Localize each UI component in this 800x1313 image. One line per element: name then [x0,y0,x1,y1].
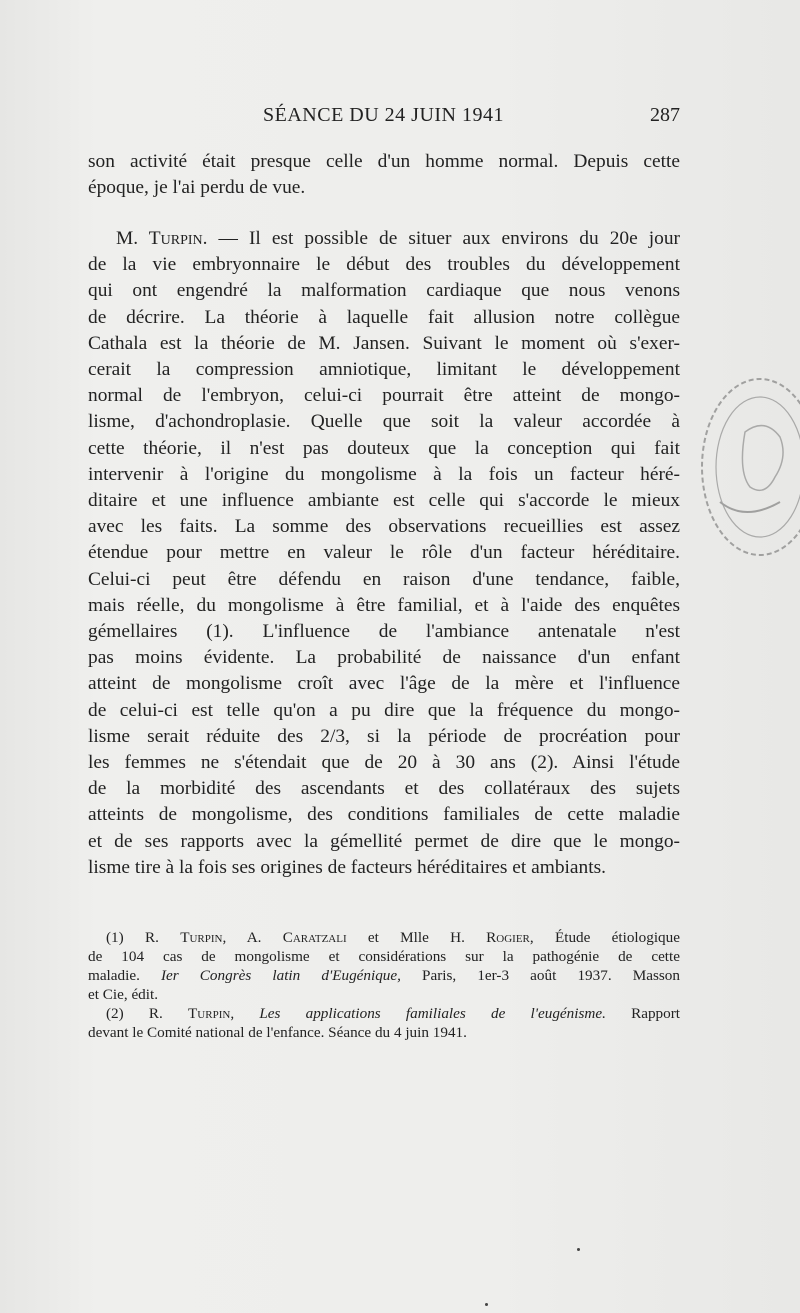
footnote-authors: Turpin, A. Caratzali [180,929,347,946]
text-line: gémellaires (1). L'influence de l'ambiance antenatale n'est [88,621,680,643]
text-line: de la vie embryonnaire le début des troubles du développement [88,254,680,276]
text-line: Cathala est la théorie de M. Jansen. Suivant le moment où s'exer- [88,332,680,354]
text-line: cerait la compression amniotique, limitant le développement [88,359,680,381]
footnote-marker: (2) R. [106,1005,189,1022]
text-line: intervenir à l'origine du mongolisme à la fois un facteur héré- [88,463,680,485]
text-line: époque, je l'ai perdu de vue. [88,177,306,199]
text-line: lisme serait réduite des 2/3, si la période de procréation pour [88,725,680,747]
library-stamp [690,372,800,572]
footnotes [88,928,680,1042]
footnote-text: et Mlle H. [346,929,487,946]
footnote-text: Rapport [605,1005,681,1022]
footnote-1-line: et Cie, édit. [88,986,159,1003]
footnote-text: Étude étiologique [533,929,680,946]
text-line: avec les faits. La somme des observations recueillies est assez [88,516,680,538]
text-line: et de ses rapports avec la gémellité permet de dire que le mongo- [88,830,680,852]
footnote-author: Turpin, [188,1005,235,1022]
footnote-text: maladie. [88,967,161,984]
specks [485,1303,488,1306]
text-line: son activité était presque celle d'un homme normal. Depuis cette [88,151,680,172]
footnote-1-line [88,966,680,985]
text-line: de décrire. La théorie à laquelle fait allusion notre collègue [88,306,680,328]
text-line: Celui-ci peut être défendu en raison d'une tendance, faible, [88,568,680,590]
turpin-paragraph [88,226,680,881]
footnote-author: Rogier, [486,929,534,946]
text-line: étendue pour mettre en valeur le rôle d'un facteur héréditaire. [88,542,680,564]
text-line: normal de l'embryon, celui-ci pourrait être atteint de mongo- [88,385,680,407]
footnote-1-line [88,928,680,947]
text-line-first [88,226,680,252]
footnote-marker: (1) R. [106,929,181,946]
text-line: de celui-ci est telle qu'on a pu dire que la fréquence du mongo- [88,699,680,721]
running-title: SÉANCE DU 24 JUIN 1941 [263,104,504,126]
footnote-italic: Les applications familiales de l'eugénisme. [234,1005,606,1022]
text-line: lisme, d'achondroplasie. Quelle que soit la valeur accordée à [88,411,680,433]
text-line: qui ont engendré la malformation cardiaque que nous venons [88,280,680,302]
text-line: atteints de mongolisme, des conditions familiales de cette maladie [88,804,680,826]
body-lines [88,252,680,881]
text-line: de la morbidité des ascendants et des collatéraux des sujets [88,778,680,800]
text-line: cette théorie, il n'est pas douteux que la conception qui fait [88,437,680,459]
page-number: 287 [650,104,680,126]
footnote-2-line: devant le Comité national de l'enfance. Séance du 4 juin 1941. [88,1024,467,1041]
footnote-2-line [88,1004,680,1023]
footnote-1-line: de 104 cas de mongolisme et considérations sur la pathogénie de cette [88,948,680,965]
first-line-rest: — Il est possible de situer aux environs du 20e jour [207,228,680,249]
speaker-name: M. Turpin. [116,228,208,249]
text-line: lisme tire à la fois ses origines de facteurs héréditaires et ambiants. [88,856,606,878]
intro-paragraph [88,149,680,201]
specks [577,1248,580,1251]
text-line: ditaire et une influence ambiante est celle qui s'accorde le mieux [88,490,680,512]
text-line: atteint de mongolisme croît avec l'âge de la mère et l'influence [88,673,680,695]
text-line: pas moins évidente. La probabilité de naissance d'un enfant [88,647,680,669]
text-line: mais réelle, du mongolisme à être familial, et à l'aide des enquêtes [88,594,680,616]
text-line: les femmes ne s'étendait que de 20 à 30 ans (2). Ainsi l'étude [88,752,680,774]
running-header [88,104,680,134]
footnote-text: Paris, 1er-3 août 1937. Masson [400,967,680,984]
footnote-italic: Ier Congrès latin d'Eugénique, [160,967,401,984]
